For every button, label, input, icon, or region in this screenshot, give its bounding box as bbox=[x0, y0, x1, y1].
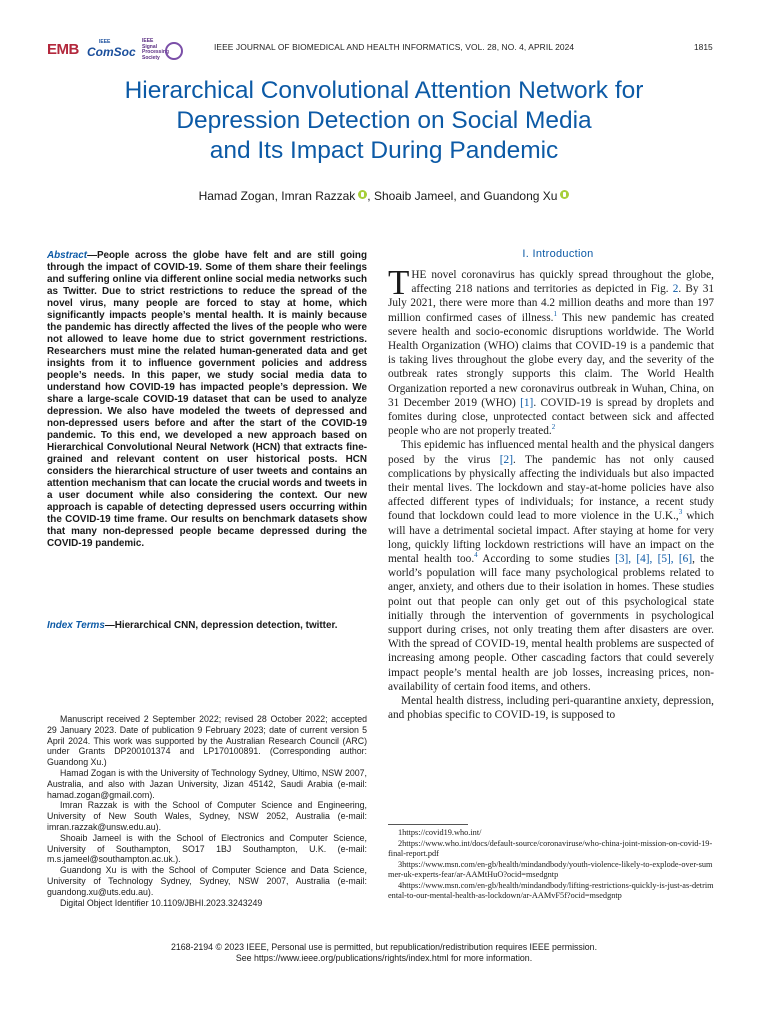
copyright-notice: 2168-2194 © 2023 IEEE, Personal use is permitted, but republication/redistribution requires IEEE permission. See https://www.ieee.org/publications/rights/index.html for more information. bbox=[170, 942, 598, 963]
footnote-link[interactable]: 4 bbox=[474, 551, 478, 560]
footnote-rule bbox=[388, 824, 468, 825]
abstract-label: Abstract bbox=[47, 250, 88, 261]
footnote-link[interactable]: 3 bbox=[678, 508, 683, 517]
paragraph: THE novel coronavirus has quickly spread throughout the globe, affecting 218 nations and territories as depicted in Fig. 2. By 31 July 2021, there were more than 4.2 million deaths and more than 197 million confirmed cases of illness.$^1$ This new pandemic has created severe health and socio-economic disruptions worldwide. The World Health Organization (WHO) claims that COVID-19 is a pandemic that is taking lives throughout the globe every day, and the severity of the outbreak rates strongly supports this claim. The World Health Organization reported a new coronavirus outbreak in Wuhan, China, on 31 December 2019 (WHO) [1]. COVID-19 is spread by droplets and fomites during close, unprotected contact between sick and affected people who are not properly treated.$^2$ bbox=[388, 263, 715, 438]
index-terms-label: Index Terms bbox=[47, 620, 105, 631]
running-head: IEEE JOURNAL OF BIOMEDICAL AND HEALTH INFORMATICS, VOL. 28, NO. 4, APRIL 2024 bbox=[214, 42, 575, 52]
citation-link[interactable]: [3], [4], [5], [6] bbox=[615, 553, 693, 566]
paper-title: Hierarchical Convolutional Attention Network for Depression Detection on Social Media and Its Impact During Pandemic bbox=[124, 77, 644, 164]
footnote-link[interactable]: 2 bbox=[551, 423, 556, 432]
comsoc-logo: IEEE ComSoc bbox=[87, 39, 136, 59]
drop-cap: T bbox=[388, 263, 410, 302]
signal-processing-logo: IEEE Signal Processing Society bbox=[142, 38, 169, 61]
paragraph: Mental health distress, including peri-quarantine anxiety, depression, and phobias specific to COVID-19, is supposed to bbox=[388, 695, 714, 722]
page-number: 1815 bbox=[694, 42, 713, 52]
footnotes bbox=[388, 828, 714, 902]
manuscript-info: Manuscript received 2 September 2022; revised 28 October 2022; accepted 29 January 2023. Date of publication 9 February 2023; date of current version 5 April 2024. This work was supported by the Australian Research Council (ARC) under Grants DP200101374 and LP170100891. (Corresponding author: Guandong Xu.) Hamad Zogan is with the University of Technology Sydney, Ultimo, NSW 2007, Australia, and also with Jazan University, Jizan 45142, Saudi Arabia (e-mail: hamad.zogan@gmail.com). Imran Razzak is with the School of Computer Science and Engineering, University of New South Wales, Sydney, NSW 2052, Australia (e-mail: imran.razzak@unsw.edu.au). Shoaib Jameel is with the School of Electronics and Computer Science, University of Southampton, SO17 1BJ Southampton, U.K. (e-mail: m.s.jameel@southampton.ac.uk.). Guandong Xu is with the School of Computer Science and Data Science, University of Technology Sydney, Sydney, NSW 2007, Australia (e-mail: guandong.xu@uts.edu.au). Digital Object Identifier 10.1109/JBHI.2023.3243249 bbox=[47, 714, 367, 908]
abstract: Abstract—People across the globe have felt and are still going through the impact of COVID-19. Some of them share their feelings and suffering online via different online social media networks such as Twitter. Due to strict restrictions to reduce the spread of the novel virus, many people are forced to stay at home, which significantly impacts people’s mental health. It is mainly because the pandemic has directly affected the lives of the people who were not allowed to leave home due to strict government restrictions. Researchers must mine the related human-generated data and get insights from it to influence government policies and address people’s needs. In this paper, we study social media data to understand how COVID-19 has impacted people’s depression. We share a large-scale COVID-19 dataset that can be used to analyze depression. We also have modeled the tweets of depressed and non-depressed users before and after the start of the COVID-19 pandemic. To this end, we developed a new approach based on Hierarchical Convolutional Neural Network (HCN) that extracts fine-grained and relevant content on user historical posts. HCN considers the hierarchical structure of user tweets and contains an attention mechanism that can locate the crucial words and tweets in a user document while also considering the context. Our new approach is capable of detecting depressed users occurring within the COVID-19 time frame. Our results on benchmark datasets show that many non-depressed people became depressed during the COVID-19 pandemic. bbox=[47, 250, 367, 549]
section-heading: I. Introduction bbox=[522, 248, 594, 260]
orcid-icon[interactable] bbox=[358, 190, 367, 199]
figure-link[interactable]: 2 bbox=[672, 283, 679, 296]
footnote-link[interactable]: 1 bbox=[553, 309, 557, 318]
citation-link[interactable]: [1] bbox=[520, 396, 534, 409]
emb-logo: EMB bbox=[47, 41, 79, 58]
footnote[interactable]: 2https://www.who.int/docs/default-source/coronaviruse/who-china-joint-mission-on-covid-19-final-report.pdf bbox=[388, 838, 713, 858]
signal-processing-icon bbox=[165, 42, 183, 60]
index-terms: Index Terms—Hierarchical CNN, depression detection, twitter. bbox=[47, 620, 338, 631]
introduction-body bbox=[388, 263, 715, 723]
society-logos bbox=[47, 38, 187, 64]
footnote[interactable]: 3https://www.msn.com/en-gb/health/mindandbody/youth-violence-likely-to-explode-over-summer-uk-experts-fear/ar-AAMtHuO?ocid=msedgntp bbox=[388, 859, 713, 879]
footnote[interactable]: 1https://covid19.who.int/ bbox=[398, 828, 482, 837]
paragraph: This epidemic has influenced mental health and the physical dangers posed by the virus [2]. The pandemic has not only caused complications by physically affecting the individuals but also impacted their mental lives. The lockdown and stay-at-home policies have also affected different types of individuals; for instance, a recent study found that lockdown could lead to more violence in the U.K.,$^3$ which will have a detrimental societal impact. After staying at home for very long, quickly lifting lockdown restrictions will have an impact on the mental health too.$^4$ According to some studies [3], [4], [5], [6], the world’s population will face many psychological problems related to anger, anxiety, and others due to their isolation in homes. These studies point out that people can only get out of this psychological state initially through the intervention of governments in psychological support during crises, not only treating them after disasters are over. With the spread of COVID-19, mental health problems are suspected of increasing among people. Other cascading factors that could severely impact people’s mental health are job losses, increasing prices, non-availability of certain food items, and others. bbox=[388, 439, 714, 693]
orcid-icon[interactable] bbox=[560, 190, 569, 199]
author-list: Hamad Zogan, Imran Razzak , Shoaib Jameel, and Guandong Xu bbox=[40, 189, 728, 203]
citation-link[interactable]: [2] bbox=[499, 453, 513, 466]
footnote[interactable]: 4https://www.msn.com/en-gb/health/mindandbody/lifting-restrictions-quickly-is-just-as-detrimental-to-our-mental-health-as-lockdown/ar-AAMvF5f?ocid=msedgntp bbox=[388, 880, 714, 900]
